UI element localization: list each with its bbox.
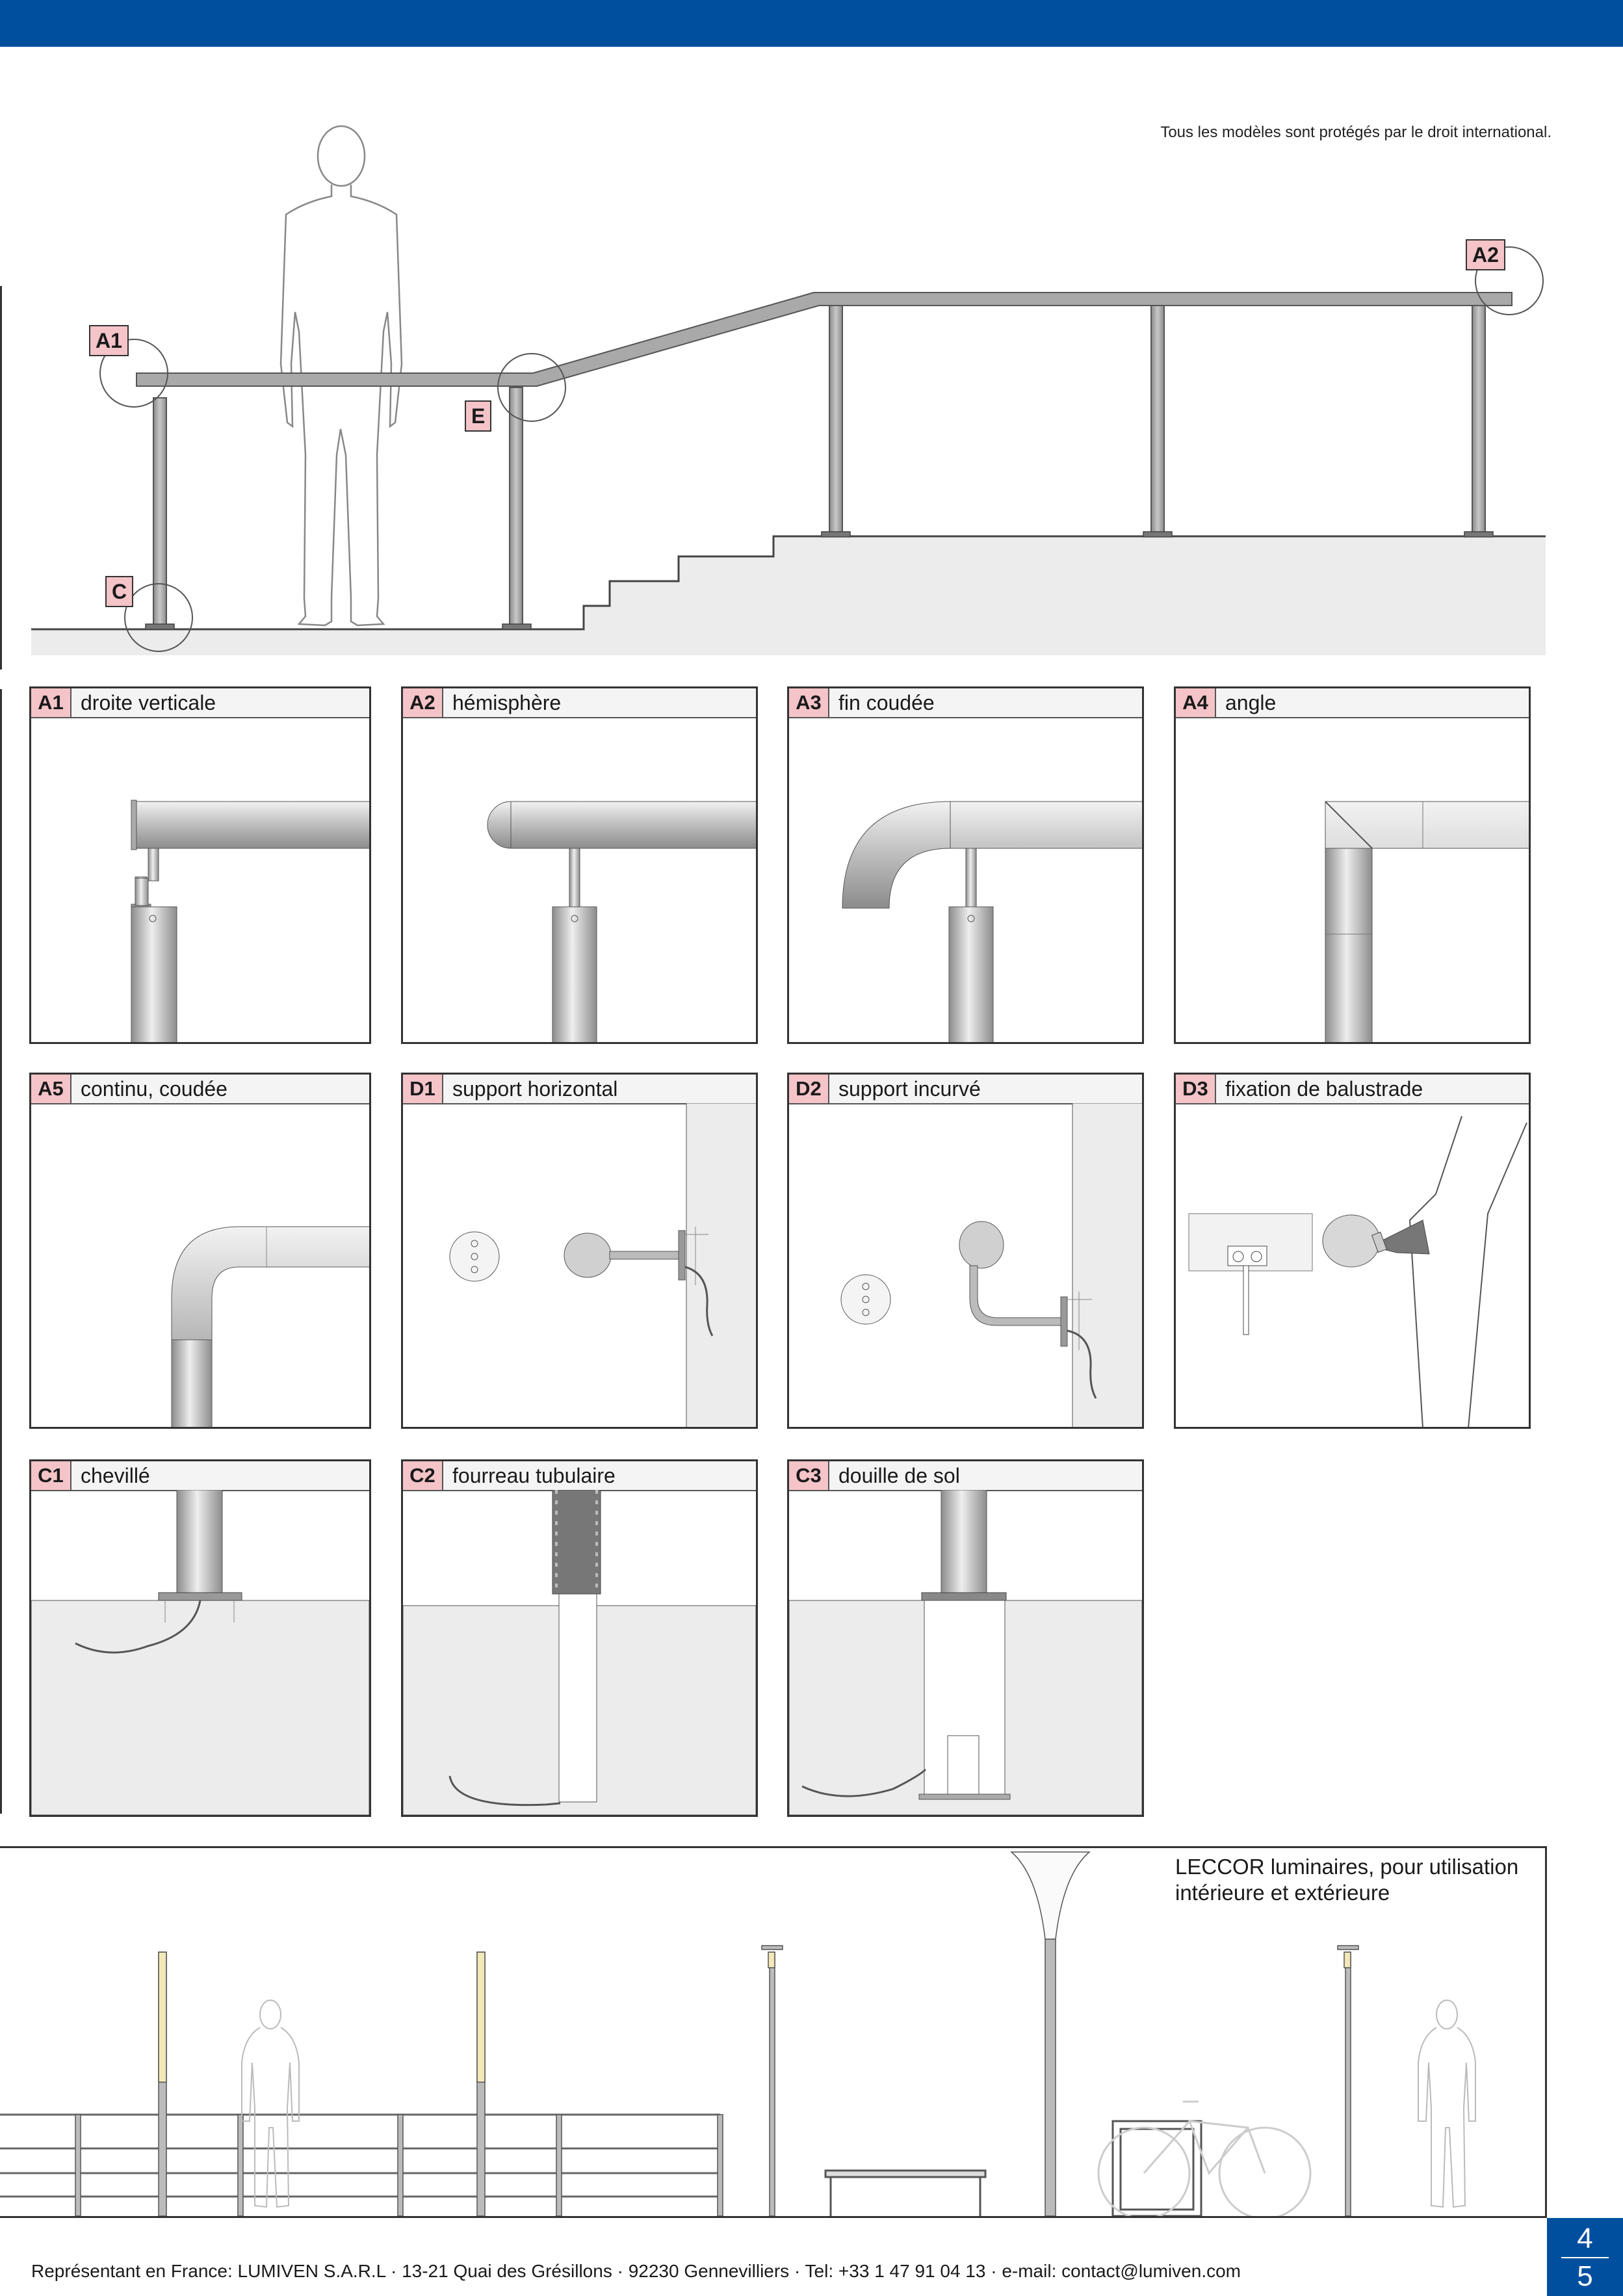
panel-code: C1: [31, 1461, 71, 1490]
page-number-next: 5: [1577, 2260, 1593, 2292]
panel-code: D3: [1176, 1075, 1216, 1103]
hemisphere-cap-illustration: [403, 717, 756, 1042]
page-number-current: 4: [1577, 2223, 1593, 2254]
panel-title: fourreau tubulaire: [452, 1463, 616, 1487]
end-cap-straight-illustration: [31, 717, 369, 1042]
panel-code: C3: [789, 1461, 829, 1490]
bench: [825, 2171, 985, 2216]
detail-panel-c3: [787, 1459, 1144, 1817]
panel-title: chevillé: [81, 1463, 150, 1487]
panel-code: A3: [789, 688, 829, 717]
panel-title: fin coudée: [838, 690, 935, 714]
detail-panel-d2: [787, 1073, 1144, 1429]
balustrade-mount-illustration: [1176, 1103, 1529, 1428]
callout-label-e: E: [465, 400, 491, 432]
post: [1472, 306, 1485, 534]
bike-stand: [1113, 2121, 1201, 2216]
detail-panel-a4: [1174, 686, 1531, 1044]
panel-title: droite verticale: [81, 690, 216, 714]
railing-fence: [0, 2115, 720, 2197]
callout-label-c: C: [105, 576, 133, 607]
copyright-notice: Tous les modèles sont protégés par le droit international.: [1160, 124, 1552, 141]
detail-panel-c1: [29, 1459, 371, 1817]
page-number-box: [1547, 2218, 1623, 2296]
panel-title: douille de sol: [838, 1463, 960, 1487]
detail-panel-a2: [401, 686, 758, 1044]
panel-title: continu, coudée: [81, 1076, 227, 1101]
panel-title: support horizontal: [452, 1076, 618, 1101]
panel-title: fixation de balustrade: [1225, 1076, 1423, 1101]
panel-title: hémisphère: [452, 690, 562, 714]
panel-title: angle: [1225, 690, 1277, 714]
panel-code: A1: [31, 688, 71, 717]
detail-panel-d1: [401, 1073, 758, 1429]
luminaires-caption-line1: LECCOR luminaires, pour utilisation: [1175, 1855, 1519, 1879]
ground-socket-illustration: [789, 1490, 1142, 1815]
detail-panel-a1: [29, 686, 371, 1044]
bollard-light: [159, 1852, 1358, 2216]
footer-contact: Représentant en France: LUMIVEN S.A.R.L · 13-21 Quai des Grésillons · 92230 Gennevilliers · Tel: +33 1 47 91 04 13 · e-mail: contact@lumiven.com: [31, 2261, 1241, 2281]
curved-bracket-illustration: [789, 1103, 1142, 1428]
bicycle: [1098, 2102, 1310, 2216]
bent-end-illustration: [789, 717, 1142, 1042]
post: [510, 387, 523, 627]
page-number-divider: [1561, 2257, 1609, 2258]
panel-title: support incurvé: [838, 1076, 981, 1101]
continuous-bend-illustration: [31, 1103, 369, 1428]
detail-panel-a3: [787, 686, 1144, 1044]
detail-panel-d3: [1174, 1073, 1531, 1429]
detail-panel-a5: [29, 1073, 371, 1429]
railing-overview-drawing: [26, 117, 1560, 663]
luminaires-caption: [1175, 1854, 1539, 1906]
corner-angle-illustration: [1176, 717, 1529, 1042]
panel-code: D1: [403, 1075, 443, 1103]
panel-code: C2: [403, 1461, 443, 1490]
tubular-sleeve-illustration: [403, 1490, 756, 1815]
horizontal-bracket-illustration: [403, 1103, 756, 1428]
dowelled-base-illustration: [31, 1490, 369, 1815]
callout-label-a1: A1: [89, 325, 129, 356]
panel-code: A5: [31, 1075, 71, 1103]
post: [829, 306, 842, 534]
left-margin-rule: [0, 286, 2, 670]
post: [1151, 306, 1164, 534]
post: [153, 398, 166, 627]
luminaires-caption-line2: intérieure et extérieure: [1175, 1881, 1390, 1905]
detail-panel-c2: [401, 1459, 758, 1817]
left-margin-rule: [0, 689, 2, 1814]
top-brand-bar: [0, 0, 1623, 47]
panel-code: D2: [789, 1075, 829, 1103]
panel-code: A2: [403, 688, 443, 717]
callout-label-a2: A2: [1466, 239, 1505, 270]
panel-code: A4: [1176, 688, 1216, 717]
